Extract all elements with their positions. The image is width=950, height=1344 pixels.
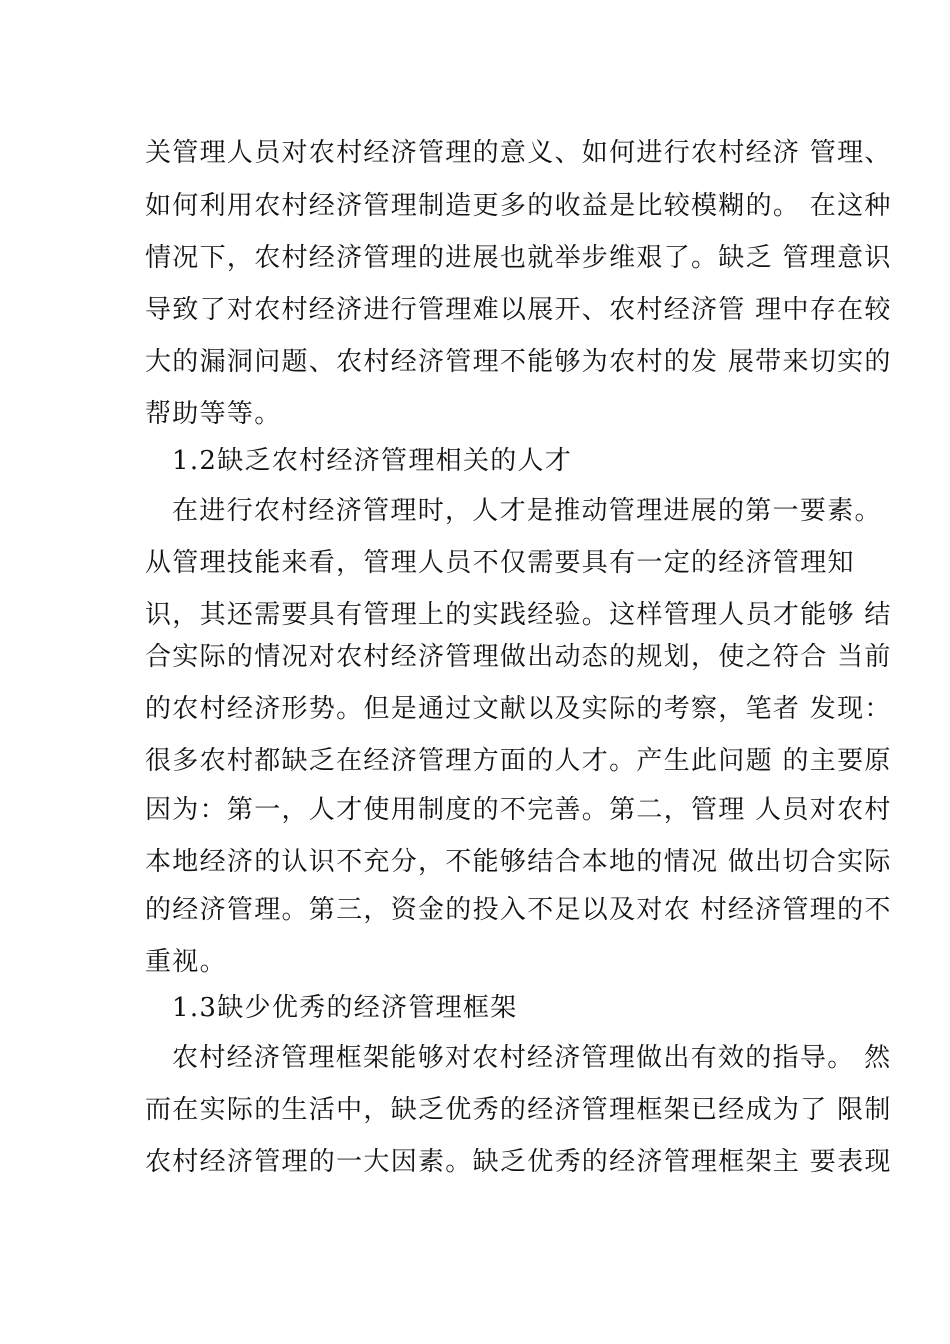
paragraph-line: 关管理人员对农村经济管理的意义、如何进行农村经济 管理、: [145, 138, 892, 168]
paragraph-line: 农村经济管理框架能够对农村经济管理做出有效的指导。 然: [172, 1043, 892, 1073]
paragraph-line: 在进行农村经济管理时，人才是推动管理进展的第一要素。: [172, 496, 882, 526]
paragraph-line: 因为：第一，人才使用制度的不完善。第二，管理 人员对农村: [145, 795, 892, 825]
paragraph-line: 识，其还需要具有管理上的实践经验。这样管理人员才能够 结: [145, 600, 892, 630]
paragraph-line: 大的漏洞问题、农村经济管理不能够为农村的发 展带来切实的: [145, 347, 892, 377]
paragraph-line: 很多农村都缺乏在经济管理方面的人才。产生此问题 的主要原: [145, 746, 892, 776]
paragraph-line: 的农村经济形势。但是通过文献以及实际的考察，笔者 发现：: [145, 694, 892, 724]
paragraph-line: 的经济管理。第三，资金的投入不足以及对农 村经济管理的不: [145, 895, 892, 925]
paragraph-line: 农村经济管理的一大因素。缺乏优秀的经济管理框架主 要表现: [145, 1147, 892, 1177]
section-heading: 1.3缺少优秀的经济管理框架: [172, 993, 518, 1023]
paragraph-line: 情况下，农村经济管理的进展也就举步维艰了。缺乏 管理意识: [145, 243, 892, 273]
paragraph-line: 帮助等等。: [145, 399, 282, 429]
paragraph-line: 如何利用农村经济管理制造更多的收益是比较模糊的。 在这种: [145, 191, 892, 221]
paragraph-line: 从管理技能来看，管理人员不仅需要具有一定的经济管理知: [145, 548, 855, 578]
paragraph-line: 合实际的情况对农村经济管理做出动态的规划，使之符合 当前: [145, 642, 892, 672]
paragraph-line: 导致了对农村经济进行管理难以展开、农村经济管 理中存在较: [145, 295, 892, 325]
paragraph-line: 而在实际的生活中，缺乏优秀的经济管理框架已经成为了 限制: [145, 1095, 892, 1125]
paragraph-line: 重视。: [145, 947, 227, 977]
section-heading: 1.2缺乏农村经济管理相关的人才: [172, 446, 573, 476]
paragraph-line: 本地经济的认识不充分，不能够结合本地的情况 做出切合实际: [145, 847, 892, 877]
